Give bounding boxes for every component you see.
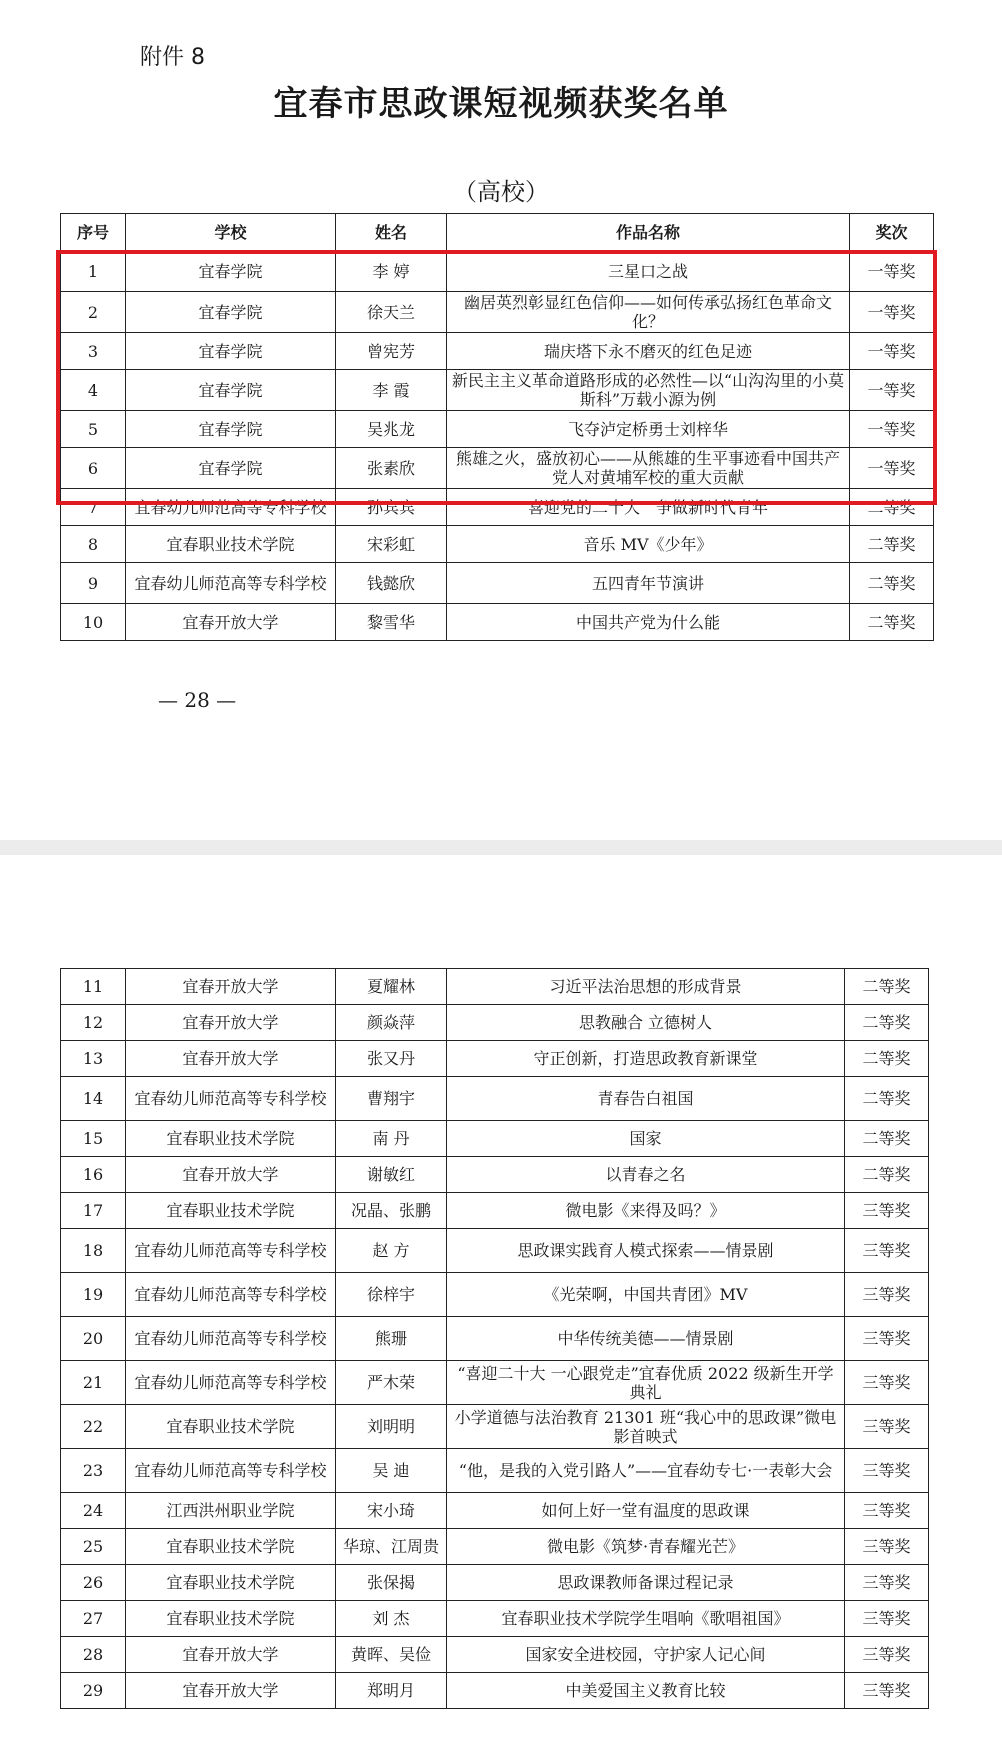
table-row bbox=[61, 1229, 929, 1273]
table-row bbox=[61, 1449, 929, 1493]
name-cell: 吴兆龙 bbox=[336, 411, 447, 448]
name-cell: 郑明月 bbox=[336, 1673, 447, 1709]
row-number: 14 bbox=[61, 1077, 126, 1121]
school-cell: 宜春开放大学 bbox=[126, 1157, 336, 1193]
col-header-name: 姓名 bbox=[336, 214, 447, 251]
page-subtitle: （高校） bbox=[453, 178, 549, 206]
award-cell: 三等奖 bbox=[845, 1637, 929, 1673]
school-cell: 宜春幼儿师范高等专科学校 bbox=[126, 1449, 336, 1493]
work-title-cell: 思教融合 立德树人 bbox=[447, 1005, 845, 1041]
name-cell: 黎雪华 bbox=[336, 604, 447, 641]
row-number: 2 bbox=[61, 292, 126, 333]
award-cell: 三等奖 bbox=[845, 1565, 929, 1601]
table-row bbox=[61, 1005, 929, 1041]
table-row bbox=[61, 526, 934, 563]
table-row bbox=[61, 1637, 929, 1673]
row-number: 20 bbox=[61, 1317, 126, 1361]
table-row bbox=[61, 1273, 929, 1317]
name-cell: 黄晖、吴俭 bbox=[336, 1637, 447, 1673]
work-title-cell: 宜春职业技术学院学生唱响《歌唱祖国》 bbox=[447, 1601, 845, 1637]
page-title: 宜春市思政课短视频获奖名单 bbox=[273, 84, 729, 124]
award-cell: 二等奖 bbox=[850, 604, 934, 641]
row-number: 28 bbox=[61, 1637, 126, 1673]
work-title-cell: 国家安全进校园，守护家人记心间 bbox=[447, 1637, 845, 1673]
name-cell: 严木荣 bbox=[336, 1361, 447, 1405]
name-cell: 吴 迪 bbox=[336, 1449, 447, 1493]
row-number: 7 bbox=[61, 489, 126, 526]
row-number: 27 bbox=[61, 1601, 126, 1637]
school-cell: 宜春职业技术学院 bbox=[126, 1565, 336, 1601]
award-cell: 三等奖 bbox=[845, 1193, 929, 1229]
table-row bbox=[61, 1157, 929, 1193]
work-title-cell: 守正创新，打造思政教育新课堂 bbox=[447, 1041, 845, 1077]
col-header-no: 序号 bbox=[61, 214, 126, 251]
award-cell: 二等奖 bbox=[845, 1005, 929, 1041]
award-cell: 三等奖 bbox=[845, 1529, 929, 1565]
award-cell: 二等奖 bbox=[850, 489, 934, 526]
award-cell: 二等奖 bbox=[845, 1041, 929, 1077]
school-cell: 宜春开放大学 bbox=[126, 1673, 336, 1709]
work-title-cell: 新民主主义革命道路形成的必然性—以“山沟沟里的小莫斯科”万载小源为例 bbox=[447, 370, 850, 411]
row-number: 17 bbox=[61, 1193, 126, 1229]
school-cell: 宜春学院 bbox=[126, 292, 336, 333]
work-title-cell: 小学道德与法治教育 21301 班“我心中的思政课”微电影首映式 bbox=[447, 1405, 845, 1449]
table-row bbox=[61, 969, 929, 1005]
name-cell: 张又丹 bbox=[336, 1041, 447, 1077]
row-number: 23 bbox=[61, 1449, 126, 1493]
school-cell: 宜春幼儿师范高等专科学校 bbox=[126, 1361, 336, 1405]
school-cell: 宜春幼儿师范高等专科学校 bbox=[126, 1273, 336, 1317]
table-row bbox=[61, 1361, 929, 1405]
name-cell: 夏耀林 bbox=[336, 969, 447, 1005]
award-cell: 二等奖 bbox=[845, 1157, 929, 1193]
name-cell: 张素欣 bbox=[336, 448, 447, 489]
table-row bbox=[61, 1077, 929, 1121]
table-row bbox=[61, 1529, 929, 1565]
award-cell: 一等奖 bbox=[850, 370, 934, 411]
award-cell: 一等奖 bbox=[850, 448, 934, 489]
award-cell: 二等奖 bbox=[845, 1121, 929, 1157]
school-cell: 宜春幼儿师范高等专科学校 bbox=[126, 563, 336, 604]
table-row bbox=[61, 604, 934, 641]
work-title-cell: 以青春之名 bbox=[447, 1157, 845, 1193]
name-cell: 华琼、江周贵 bbox=[336, 1529, 447, 1565]
row-number: 18 bbox=[61, 1229, 126, 1273]
table-row bbox=[61, 1041, 929, 1077]
name-cell: 刘明明 bbox=[336, 1405, 447, 1449]
work-title-cell: “喜迎二十大 一心跟党走”宜春优质 2022 级新生开学典礼 bbox=[447, 1361, 845, 1405]
row-number: 3 bbox=[61, 333, 126, 370]
name-cell: 熊珊 bbox=[336, 1317, 447, 1361]
table-row bbox=[61, 1317, 929, 1361]
award-cell: 二等奖 bbox=[845, 969, 929, 1005]
name-cell: 徐梓宇 bbox=[336, 1273, 447, 1317]
name-cell: 徐天兰 bbox=[336, 292, 447, 333]
row-number: 16 bbox=[61, 1157, 126, 1193]
award-cell: 三等奖 bbox=[845, 1493, 929, 1529]
table-row bbox=[61, 1193, 929, 1229]
attachment-label: 附件 8 bbox=[140, 45, 205, 70]
work-title-cell: 思政课实践育人模式探索——情景剧 bbox=[447, 1229, 845, 1273]
row-number: 8 bbox=[61, 526, 126, 563]
school-cell: 宜春职业技术学院 bbox=[126, 1121, 336, 1157]
school-cell: 宜春幼儿师范高等专科学校 bbox=[126, 1317, 336, 1361]
table-row bbox=[61, 1601, 929, 1637]
row-number: 11 bbox=[61, 969, 126, 1005]
row-number: 15 bbox=[61, 1121, 126, 1157]
school-cell: 宜春学院 bbox=[126, 251, 336, 292]
page-number: — 28 — bbox=[158, 688, 237, 712]
work-title-cell: 习近平法治思想的形成背景 bbox=[447, 969, 845, 1005]
school-cell: 宜春学院 bbox=[126, 370, 336, 411]
school-cell: 宜春职业技术学院 bbox=[126, 1405, 336, 1449]
school-cell: 宜春开放大学 bbox=[126, 604, 336, 641]
table-row bbox=[61, 1405, 929, 1449]
row-number: 12 bbox=[61, 1005, 126, 1041]
work-title-cell: 微电影《筑梦·青春耀光芒》 bbox=[447, 1529, 845, 1565]
name-cell: 颜焱萍 bbox=[336, 1005, 447, 1041]
col-header-work: 作品名称 bbox=[447, 214, 850, 251]
work-title-cell: 如何上好一堂有温度的思政课 bbox=[447, 1493, 845, 1529]
work-title-cell: 中美爱国主义教育比较 bbox=[447, 1673, 845, 1709]
row-number: 4 bbox=[61, 370, 126, 411]
award-cell: 三等奖 bbox=[845, 1673, 929, 1709]
table-row bbox=[61, 563, 934, 604]
name-cell: 曾宪芳 bbox=[336, 333, 447, 370]
table-row bbox=[61, 1673, 929, 1709]
name-cell: 孙宾宾 bbox=[336, 489, 447, 526]
work-title-cell: 瑞庆塔下永不磨灭的红色足迹 bbox=[447, 333, 850, 370]
name-cell: 张保揭 bbox=[336, 1565, 447, 1601]
name-cell: 况晶、张鹏 bbox=[336, 1193, 447, 1229]
work-title-cell: “他，是我的入党引路人”——宜春幼专七·一表彰大会 bbox=[447, 1449, 845, 1493]
document-page-1 bbox=[0, 0, 1002, 840]
award-cell: 二等奖 bbox=[850, 563, 934, 604]
award-cell: 三等奖 bbox=[845, 1405, 929, 1449]
row-number: 29 bbox=[61, 1673, 126, 1709]
table-header-row bbox=[61, 214, 934, 251]
name-cell: 谢敏红 bbox=[336, 1157, 447, 1193]
row-number: 22 bbox=[61, 1405, 126, 1449]
award-cell: 三等奖 bbox=[845, 1361, 929, 1405]
highlight-box bbox=[56, 250, 937, 505]
school-cell: 宜春学院 bbox=[126, 333, 336, 370]
row-number: 26 bbox=[61, 1565, 126, 1601]
award-cell: 三等奖 bbox=[845, 1449, 929, 1493]
name-cell: 宋彩虹 bbox=[336, 526, 447, 563]
name-cell: 曹翔宇 bbox=[336, 1077, 447, 1121]
school-cell: 宜春幼儿师范高等专科学校 bbox=[126, 1077, 336, 1121]
name-cell: 赵 方 bbox=[336, 1229, 447, 1273]
award-cell: 一等奖 bbox=[850, 411, 934, 448]
award-cell: 三等奖 bbox=[845, 1317, 929, 1361]
school-cell: 宜春开放大学 bbox=[126, 1005, 336, 1041]
row-number: 24 bbox=[61, 1493, 126, 1529]
award-cell: 三等奖 bbox=[845, 1229, 929, 1273]
work-title-cell: 微电影《来得及吗？》 bbox=[447, 1193, 845, 1229]
school-cell: 宜春开放大学 bbox=[126, 1637, 336, 1673]
work-title-cell: 思政课教师备课过程记录 bbox=[447, 1565, 845, 1601]
name-cell: 刘 杰 bbox=[336, 1601, 447, 1637]
school-cell: 宜春学院 bbox=[126, 411, 336, 448]
school-cell: 宜春幼儿师范高等专科学校 bbox=[126, 1229, 336, 1273]
work-title-cell: 五四青年节演讲 bbox=[447, 563, 850, 604]
row-number: 13 bbox=[61, 1041, 126, 1077]
row-number: 25 bbox=[61, 1529, 126, 1565]
work-title-cell: 《光荣啊，中国共青团》MV bbox=[447, 1273, 845, 1317]
table-row bbox=[61, 1121, 929, 1157]
table-row bbox=[61, 1493, 929, 1529]
school-cell: 宜春开放大学 bbox=[126, 1041, 336, 1077]
school-cell: 宜春职业技术学院 bbox=[126, 1601, 336, 1637]
table-row bbox=[61, 1565, 929, 1601]
col-header-school: 学校 bbox=[126, 214, 336, 251]
work-title-cell: 青春告白祖国 bbox=[447, 1077, 845, 1121]
award-cell: 一等奖 bbox=[850, 333, 934, 370]
name-cell: 李 婷 bbox=[336, 251, 447, 292]
award-table-part-2 bbox=[60, 968, 929, 1709]
row-number: 10 bbox=[61, 604, 126, 641]
work-title-cell: 中国共产党为什么能 bbox=[447, 604, 850, 641]
award-cell: 三等奖 bbox=[845, 1273, 929, 1317]
award-cell: 一等奖 bbox=[850, 251, 934, 292]
row-number: 5 bbox=[61, 411, 126, 448]
work-title-cell: 中华传统美德——情景剧 bbox=[447, 1317, 845, 1361]
row-number: 9 bbox=[61, 563, 126, 604]
name-cell: 南 丹 bbox=[336, 1121, 447, 1157]
school-cell: 宜春学院 bbox=[126, 448, 336, 489]
award-cell: 三等奖 bbox=[845, 1601, 929, 1637]
row-number: 6 bbox=[61, 448, 126, 489]
award-cell: 二等奖 bbox=[845, 1077, 929, 1121]
name-cell: 钱懿欣 bbox=[336, 563, 447, 604]
work-title-cell: 三星口之战 bbox=[447, 251, 850, 292]
row-number: 1 bbox=[61, 251, 126, 292]
school-cell: 宜春职业技术学院 bbox=[126, 526, 336, 563]
school-cell: 宜春职业技术学院 bbox=[126, 1529, 336, 1565]
school-cell: 宜春开放大学 bbox=[126, 969, 336, 1005]
work-title-cell: 幽居英烈彰显红色信仰——如何传承弘扬红色革命文化？ bbox=[447, 292, 850, 333]
name-cell: 李 霞 bbox=[336, 370, 447, 411]
work-title-cell: 喜迎党的二十大 争做新时代青年 bbox=[447, 489, 850, 526]
school-cell: 江西洪州职业学院 bbox=[126, 1493, 336, 1529]
work-title-cell: 飞夺泸定桥勇士刘梓华 bbox=[447, 411, 850, 448]
name-cell: 宋小琦 bbox=[336, 1493, 447, 1529]
work-title-cell: 国家 bbox=[447, 1121, 845, 1157]
row-number: 19 bbox=[61, 1273, 126, 1317]
award-cell: 一等奖 bbox=[850, 292, 934, 333]
row-number: 21 bbox=[61, 1361, 126, 1405]
award-cell: 二等奖 bbox=[850, 526, 934, 563]
work-title-cell: 音乐 MV《少年》 bbox=[447, 526, 850, 563]
col-header-award: 奖次 bbox=[850, 214, 934, 251]
school-cell: 宜春职业技术学院 bbox=[126, 1193, 336, 1229]
work-title-cell: 熊雄之火，盛放初心——从熊雄的生平事迹看中国共产党人对黄埔军校的重大贡献 bbox=[447, 448, 850, 489]
school-cell: 宜春幼儿师范高等专科学校 bbox=[126, 489, 336, 526]
